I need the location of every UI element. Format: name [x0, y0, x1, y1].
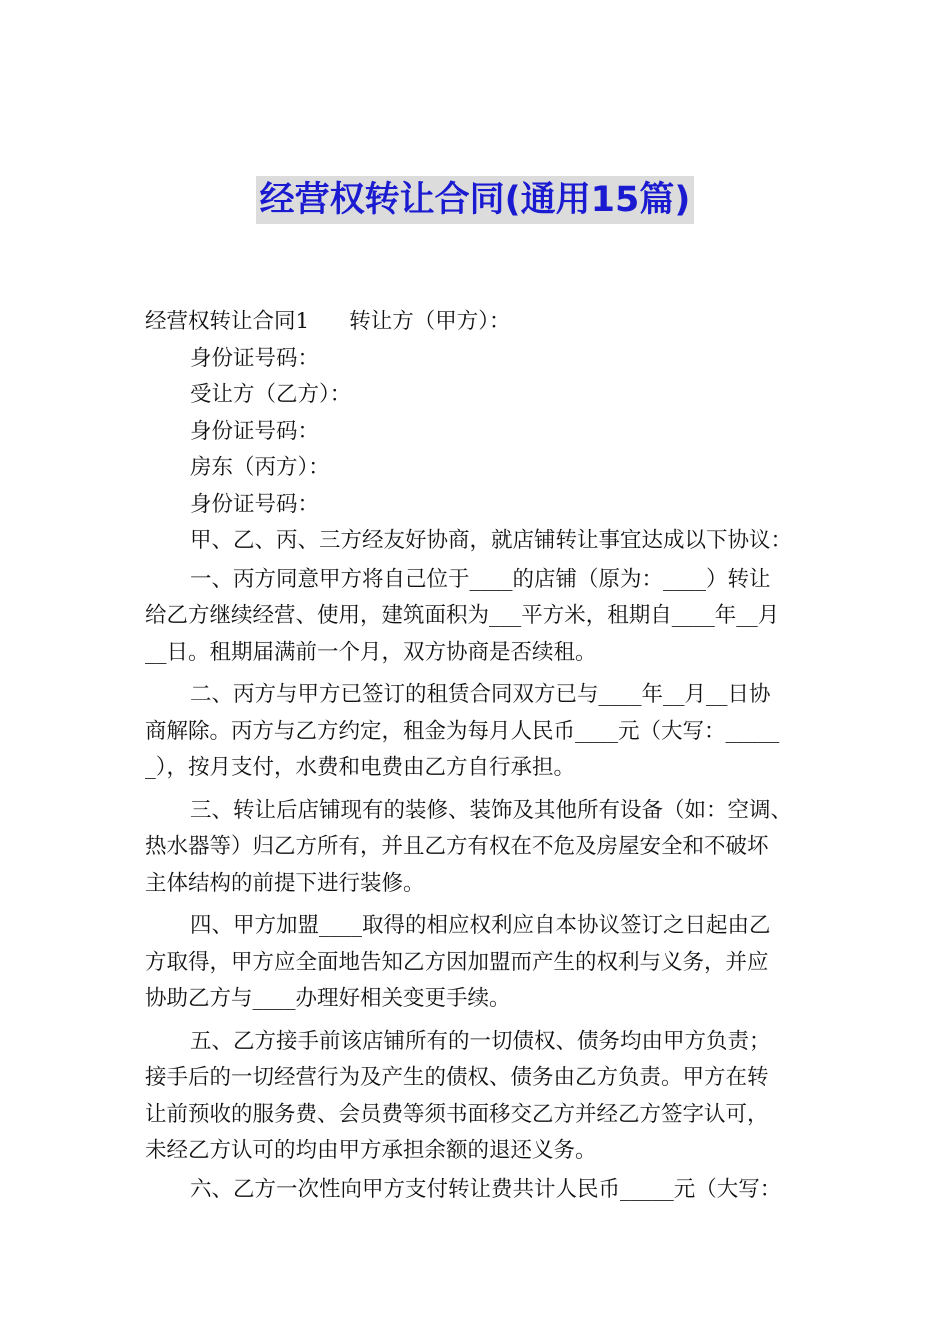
intro-paragraph: 甲、乙、丙、三方经友好协商，就店铺转让事宜达成以下协议： [190, 528, 793, 553]
contract-heading-line [145, 304, 810, 341]
clause-1 [145, 562, 810, 672]
id-a-label: 身份证号码： [190, 345, 320, 371]
clause-5 [145, 1024, 810, 1170]
clause-2-line: _），按月支付，水费和电费由乙方自行承担。 [145, 755, 576, 780]
clause-5-line: 接手后的一切经营行为及产生的债权、债务由乙方负责。甲方在转 [145, 1065, 769, 1090]
clause-4-line: 四、甲方加盟____取得的相应权利应自本协议签订之日起由乙 [190, 913, 771, 938]
clause-3-line: 主体结构的前提下进行装修。 [145, 870, 425, 896]
clause-1-line: 给乙方继续经营、使用，建筑面积为___平方米，租期自____年__月 [145, 603, 780, 628]
clause-1-line: __日。租期届满前一个月，双方协商是否续租。 [145, 639, 597, 665]
id-b-label: 身份证号码： [190, 418, 320, 444]
clause-6-line: 六、乙方一次性向甲方支付转让费共计人民币_____元（大写： [190, 1176, 782, 1202]
clause-3-line: 三、转让后店铺现有的装修、装饰及其他所有设备（如：空调、 [190, 797, 793, 823]
id-c-label: 身份证号码： [190, 491, 320, 517]
clause-5-line: 让前预收的服务费、会员费等须书面移交乙方并经乙方签字认可， [145, 1101, 769, 1127]
clause-3 [145, 793, 810, 903]
clause-4-line: 协助乙方与____办理好相关变更手续。 [145, 986, 511, 1011]
contract-body [145, 304, 810, 1208]
clause-5-line: 五、乙方接手前该店铺所有的一切债权、债务均由甲方负责； [190, 1028, 771, 1054]
clause-2-line: 商解除。丙方与乙方约定，租金为每月人民币____元（大写：_____ [145, 718, 780, 744]
party-b-label: 受让方（乙方）： [190, 382, 352, 407]
title-container [0, 176, 950, 224]
party-c-label: 房东（丙方）： [190, 455, 330, 480]
clause-2 [145, 677, 810, 787]
clause-4 [145, 908, 810, 1018]
clause-6 [145, 1172, 810, 1209]
clause-4-line: 方取得，甲方应全面地告知乙方因加盟而产生的权利与义务，并应 [145, 949, 769, 975]
clause-1-line: 一、丙方同意甲方将自己位于____的店铺（原为：____）转让 [190, 566, 771, 592]
document-title: 经营权转让合同(通用15篇) [256, 176, 695, 224]
clause-2-line: 二、丙方与甲方已签订的租赁合同双方已与____年__月__日协 [190, 682, 771, 707]
party-a-label: 转让方（甲方）： [349, 309, 511, 334]
contract-heading: 经营权转让合同1 [145, 309, 310, 334]
clause-5-line: 未经乙方认可的均由甲方承担余额的退还义务。 [145, 1138, 597, 1163]
clause-3-line: 热水器等）归乙方所有，并且乙方有权在不危及房屋安全和不破坏 [145, 834, 769, 859]
